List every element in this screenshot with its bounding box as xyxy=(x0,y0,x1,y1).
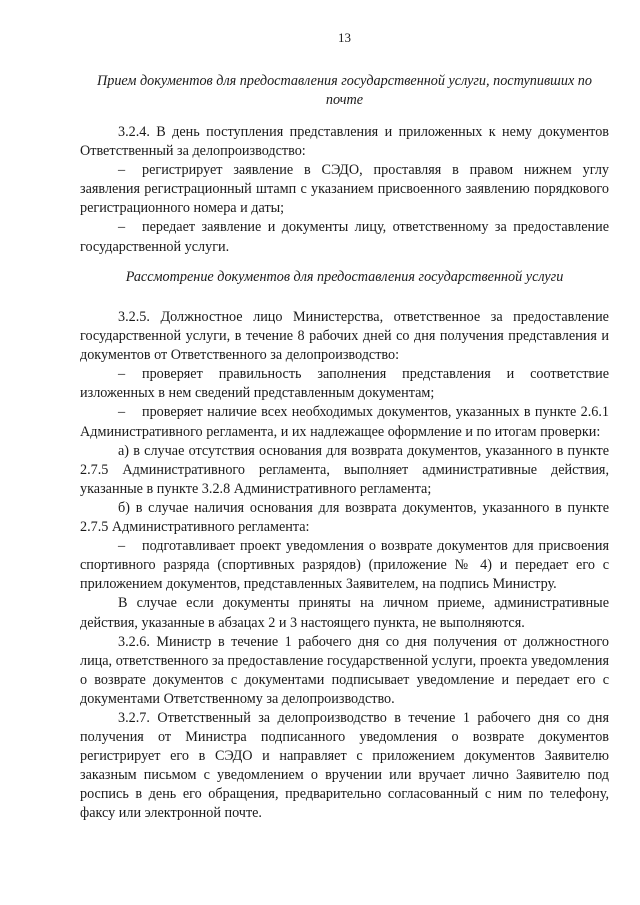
paragraph: 3.2.5. Должностное лицо Министерства, ответственное за предоставление государственной услуги, в течение 8 рабочих дней со дня получения представления и документов от Ответственного за делопроизводство: xyxy=(80,309,609,364)
list-item-text: проверяет правильность заполнения представления и соответствие изложенных в нем сведений представленным документам; xyxy=(80,366,609,402)
paragraph: 3.2.7. Ответственный за делопроизводство в течение 1 рабочего дня со дня получения от Министра подписанного уведомления о возврате документов регистрирует его в СЭДО и направляет с приложением документов Заявителю заказным письмом с уведомлением о вручении или вручает лично Заявителю под роспись в день его обращения, предварительно согласованный с ним по телефону, факсу или электронной почте. xyxy=(80,709,609,822)
dash-marker: – xyxy=(118,162,126,179)
page-number: 13 xyxy=(338,30,351,45)
list-item xyxy=(80,161,609,218)
section-heading-review: Рассмотрение документов для предоставления государственной услуги xyxy=(125,269,564,285)
dash-marker: – xyxy=(118,366,126,383)
list-item xyxy=(80,537,609,594)
paragraph: б) в случае наличия основания для возврата документов, указанного в пункте 2.7.5 Административного регламента: xyxy=(80,499,609,536)
paragraph: 3.2.6. Министр в течение 1 рабочего дня со дня получения от должностного лица, ответственного за предоставление государственной услуги, проекта уведомления о возврате документов с документами подписывает уведомление и передает его с документами Ответственному за делопроизводство. xyxy=(80,633,609,707)
section-body-review xyxy=(80,308,609,824)
section-heading-mail-intake: Прием документов для предоставления государственной услуги, поступивших по почте xyxy=(97,73,592,108)
paragraph: а) в случае отсутствия основания для возврата документов, указанного в пункте 2.7.5 Административного регламента, выполняет административные действия, указанные в пункте 3.2.8 Административного регламента; xyxy=(80,442,609,497)
list-item-text: передает заявление и документы лицу, ответственному за предоставление государственной услуги. xyxy=(80,219,609,255)
section-body-mail-intake xyxy=(80,123,609,257)
dash-marker: – xyxy=(118,404,126,421)
dash-marker: – xyxy=(118,538,126,555)
list-item-text: регистрирует заявление в СЭДО, проставляя в правом нижнем углу заявления регистрационный штамп с указанием присвоенного заявлению порядкового регистрационного номера и даты; xyxy=(80,162,609,217)
list-item-text: проверяет наличие всех необходимых документов, указанных в пункте 2.6.1 Административного регламента, и их надлежащее оформление и по итогам проверки: xyxy=(80,404,609,440)
list-item xyxy=(80,403,609,441)
list-item-text: подготавливает проект уведомления о возврате документов для присвоения спортивного разряда (спортивных разрядов) (приложение № 4) и передает его с приложением документов, представленных Заявителем, на подпись Министру. xyxy=(80,538,609,593)
paragraph: В случае если документы приняты на личном приеме, административные действия, указанные в абзацах 2 и 3 настоящего пункта, не выполняются. xyxy=(80,595,609,631)
list-item xyxy=(80,218,609,256)
paragraph: 3.2.4. В день поступления представления и приложенных к нему документов Ответственный за делопроизводство: xyxy=(80,124,609,160)
dash-marker: – xyxy=(118,219,126,236)
list-item xyxy=(80,365,609,403)
